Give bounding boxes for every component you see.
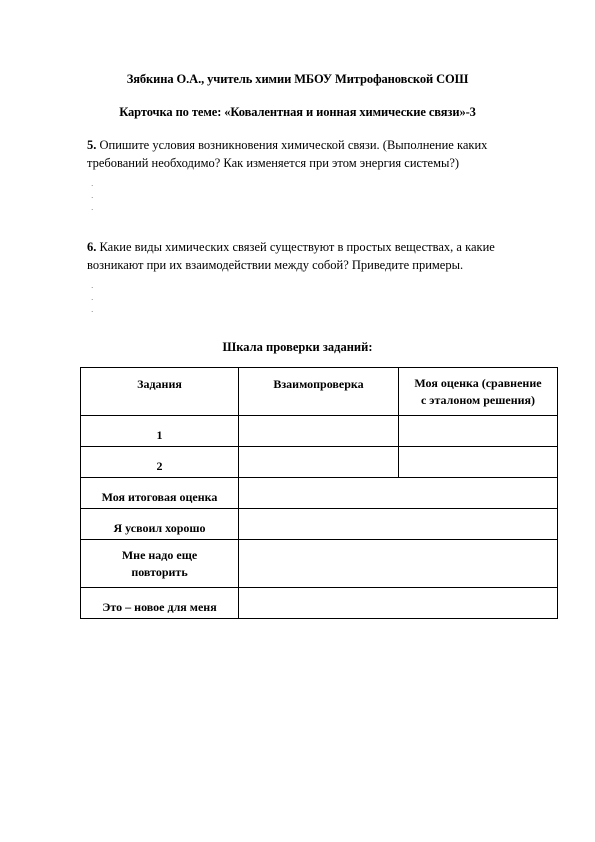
learned-well-cell[interactable]: [239, 509, 558, 540]
table-row: [81, 416, 558, 447]
task-6-line-1: [87, 238, 527, 256]
header-my-grade-line-1: Моя оценка (сравнение: [414, 375, 542, 390]
task-5: [87, 136, 527, 172]
table-row: [81, 447, 558, 478]
assessment-table: [80, 367, 558, 619]
task-6-number: 6.: [87, 240, 97, 254]
header-peer-check: Взаимопроверка: [239, 368, 399, 416]
task-5-number: 5.: [87, 138, 97, 152]
my-grade-cell-2[interactable]: [399, 447, 558, 478]
answer-area-6[interactable]: · · ·: [91, 284, 94, 316]
header-tasks: Задания: [81, 368, 239, 416]
scale-title: Шкала проверки заданий:: [222, 340, 373, 354]
new-for-me-label: Это – новое для меня: [81, 588, 239, 619]
task-5-text: Опишите условия возникновения химической связи. (Выполнение каких: [99, 138, 488, 152]
new-for-me-cell[interactable]: [239, 588, 558, 619]
need-repeat-line-2: повторить: [131, 564, 188, 579]
summary-row-repeat: [81, 540, 558, 588]
summary-row-final-grade: [81, 478, 558, 509]
need-repeat-label: [81, 540, 239, 588]
summary-row-learned: [81, 509, 558, 540]
final-grade-label: Моя итоговая оценка: [81, 478, 239, 509]
task-6-line-2: возникают при их взаимодействии между собой? Приведите примеры.: [87, 258, 464, 272]
header-my-grade-line-2: с эталоном решения): [420, 392, 536, 407]
peer-check-cell-1[interactable]: [239, 416, 399, 447]
my-grade-cell-1[interactable]: [399, 416, 558, 447]
need-repeat-line-1: Мне надо еще: [121, 547, 198, 562]
need-repeat-cell[interactable]: [239, 540, 558, 588]
task-label-1: 1: [81, 416, 239, 447]
task-6: [87, 238, 527, 274]
header-my-grade: [399, 368, 558, 416]
final-grade-cell[interactable]: [239, 478, 558, 509]
summary-row-new: [81, 588, 558, 619]
card-title: Карточка по теме: «Ковалентная и ионная химические связи»-3: [119, 105, 476, 119]
peer-check-cell-2[interactable]: [239, 447, 399, 478]
task-6-text: Какие виды химических связей существуют в простых веществах, а какие: [99, 240, 495, 254]
answer-area-5[interactable]: · · ·: [91, 182, 94, 214]
table-header-row: [81, 368, 558, 416]
task-5-line-2: требований необходимо? Как изменяется при этом энергия системы?): [87, 156, 460, 170]
author-line: Зябкина О.А., учитель химии МБОУ Митрофановской СОШ: [126, 72, 469, 86]
task-5-line-1: [87, 136, 527, 154]
learned-well-label: Я усвоил хорошо: [81, 509, 239, 540]
task-label-2: 2: [81, 447, 239, 478]
